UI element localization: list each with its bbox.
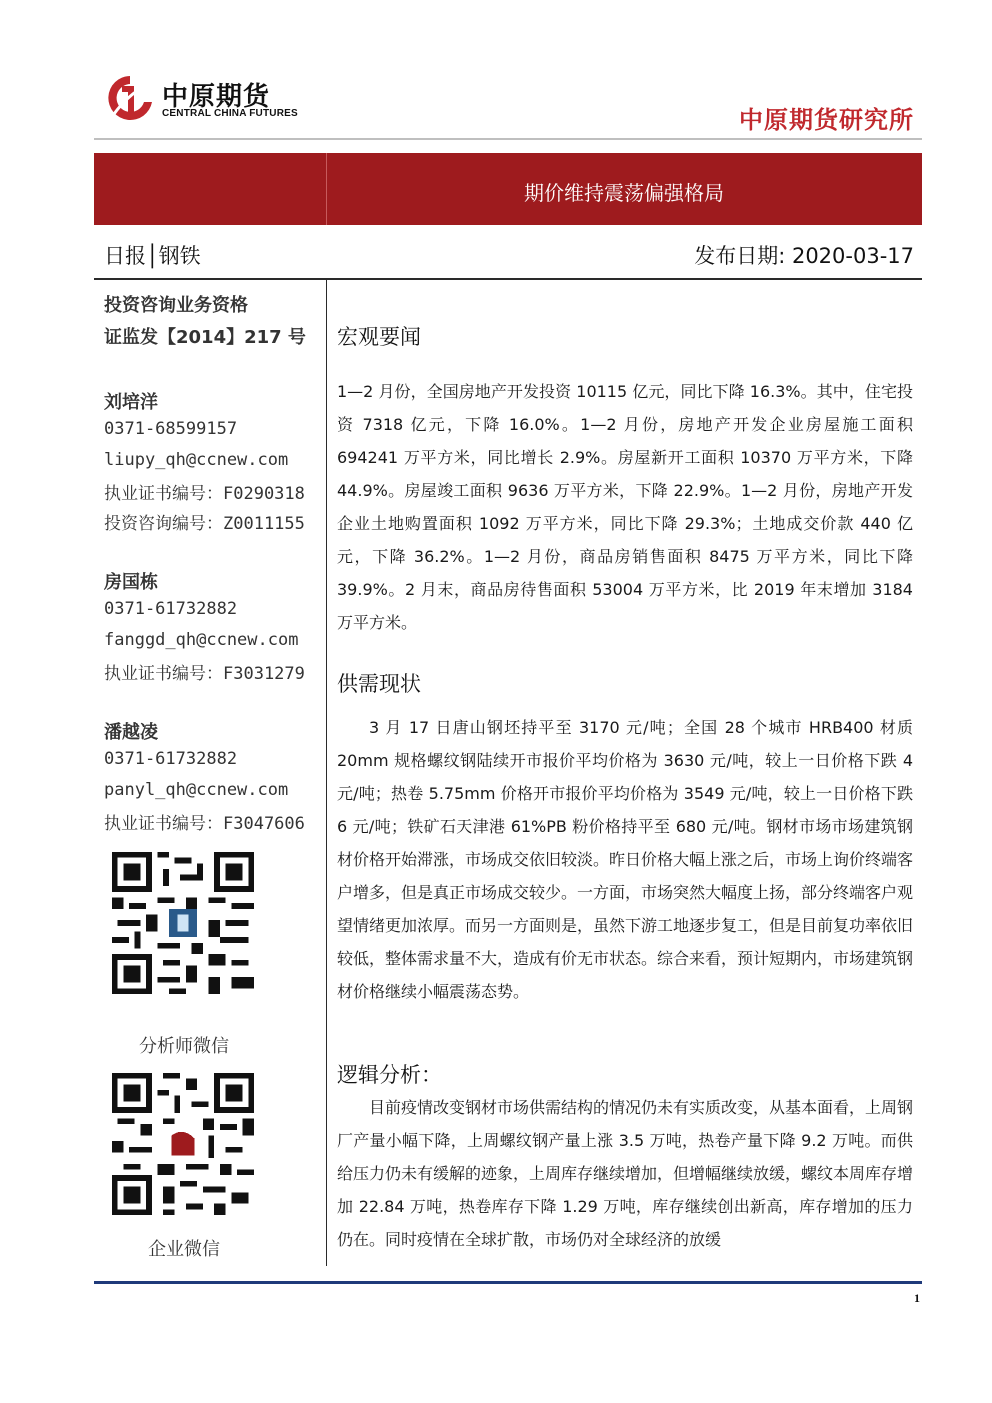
- page-number: 1: [914, 1291, 920, 1305]
- analyst-license: 执业证书编号：F3047606: [104, 814, 305, 834]
- institute-name: 中原期货研究所: [739, 106, 914, 134]
- analyst-phone: 0371-61732882: [104, 599, 238, 619]
- analyst-qr-code-icon[interactable]: [112, 852, 254, 994]
- title-banner: [94, 153, 922, 225]
- analyst-phone: 0371-68599157: [104, 419, 238, 439]
- analyst-license: 执业证书编号：F0290318: [104, 484, 305, 504]
- logo-mark-icon: [104, 72, 156, 124]
- date-divider: [94, 278, 922, 280]
- header-divider: [94, 138, 922, 140]
- company-logo: [104, 72, 304, 128]
- logo-english-text: CENTRAL CHINA FUTURES: [162, 108, 298, 119]
- analyst-name: 房国栋: [104, 572, 158, 593]
- report-type: 日报│钢铁: [104, 244, 201, 268]
- section-title-logic: 逻辑分析：: [337, 1063, 442, 1087]
- report-title: 期价维持震荡偏强格局: [524, 181, 724, 205]
- analyst-email[interactable]: liupy_qh@ccnew.com: [104, 450, 289, 470]
- section-body-logic: 目前疫情改变钢材市场供需结构的情况仍未有实质改变，从基本面看，上周钢厂产量小幅下降，上周螺纹钢产量上涨 3.5 万吨，热卷产量下降 9.2 万吨。而供给压力仍未有缓解的迹象，上周库存继续增加，但增幅继续放缓，螺纹本周库存增加 22.84 万吨，热卷库存下降 1.29 万吨，库存继续创出新高，库存增加的压力仍在。同时疫情在全球扩散，市场仍对全球经济的放缓: [337, 1098, 914, 1249]
- publish-date: 发布日期: 2020-03-17: [694, 244, 914, 268]
- analyst-consult-id: 投资咨询编号：Z0011155: [104, 514, 305, 534]
- section-body-supply-demand: 3 月 17 日唐山钢坯持平至 3170 元/吨；全国 28 个城市 HRB400 材质 20mm 规格螺纹钢陆续开市报价平均价格为 3630 元/吨，较上一日价格下跌 4 元/吨；热卷 5.75mm 价格开市报价平均价格为 3549 元/吨，较上一日价格下跌 6 元/吨；铁矿石天津港 61%PB 粉价格持平至 680 元/吨。钢材市场市场建筑钢材价格开始滞涨，市场成交依旧较淡。昨日价格大幅上涨之后，市场上询价终端客户增多，但是真正市场成交较少。一方面，市场突然大幅度上扬，部分终端客户观望情绪更加浓厚。而另一方面则是，虽然下游工地逐步复工，但是目前复功率依旧较低，整体需求量不大，造成有价无市状态。综合来看，预计短期内，市场建筑钢材价格继续小幅震荡态势。: [337, 718, 914, 1001]
- analyst-phone: 0371-61732882: [104, 749, 238, 769]
- analyst-email[interactable]: fanggd_qh@ccnew.com: [104, 630, 299, 650]
- qualification-title: 投资咨询业务资格: [104, 295, 248, 316]
- analyst-name: 潘越凌: [104, 722, 158, 743]
- logo-chinese-text: 中原期货: [162, 82, 271, 112]
- footer-divider: [94, 1281, 922, 1284]
- section-body-macro: 1—2 月份，全国房地产开发投资 10115 亿元，同比下降 16.3%。其中，住宅投资 7318 亿元，下降 16.0%。1—2 月份，房地产开发企业房屋施工面积 694241 万平方米，同比增长 2.9%。房屋新开工面积 10370 万平方米，下降 44.9%。房屋竣工面积 9636 万平方米，下降 22.9%。1—2 月份，房地产开发企业土地购置面积 1092 万平方米，同比下降 29.3%；土地成交价款 440 亿元，下降 36.2%。1—2 月份，商品房销售面积 8475 万平方米，同比下降 39.9%。2 月末，商品房待售面积 53004 万平方米，比 2019 年末增加 3184 万平方米。: [337, 382, 913, 632]
- analyst-license: 执业证书编号：F3031279: [104, 664, 305, 684]
- analyst-email[interactable]: panyl_qh@ccnew.com: [104, 780, 289, 800]
- analyst-qr-caption: 分析师微信: [139, 1036, 229, 1057]
- company-qr-caption: 企业微信: [148, 1239, 220, 1260]
- section-title-macro: 宏观要闻: [337, 325, 421, 349]
- company-qr-code-icon[interactable]: [112, 1073, 254, 1215]
- section-title-supply-demand: 供需现状: [337, 672, 421, 696]
- column-divider: [326, 280, 327, 1266]
- qualification-license: 证监发【2014】217 号: [104, 327, 306, 348]
- analyst-name: 刘培洋: [104, 392, 158, 413]
